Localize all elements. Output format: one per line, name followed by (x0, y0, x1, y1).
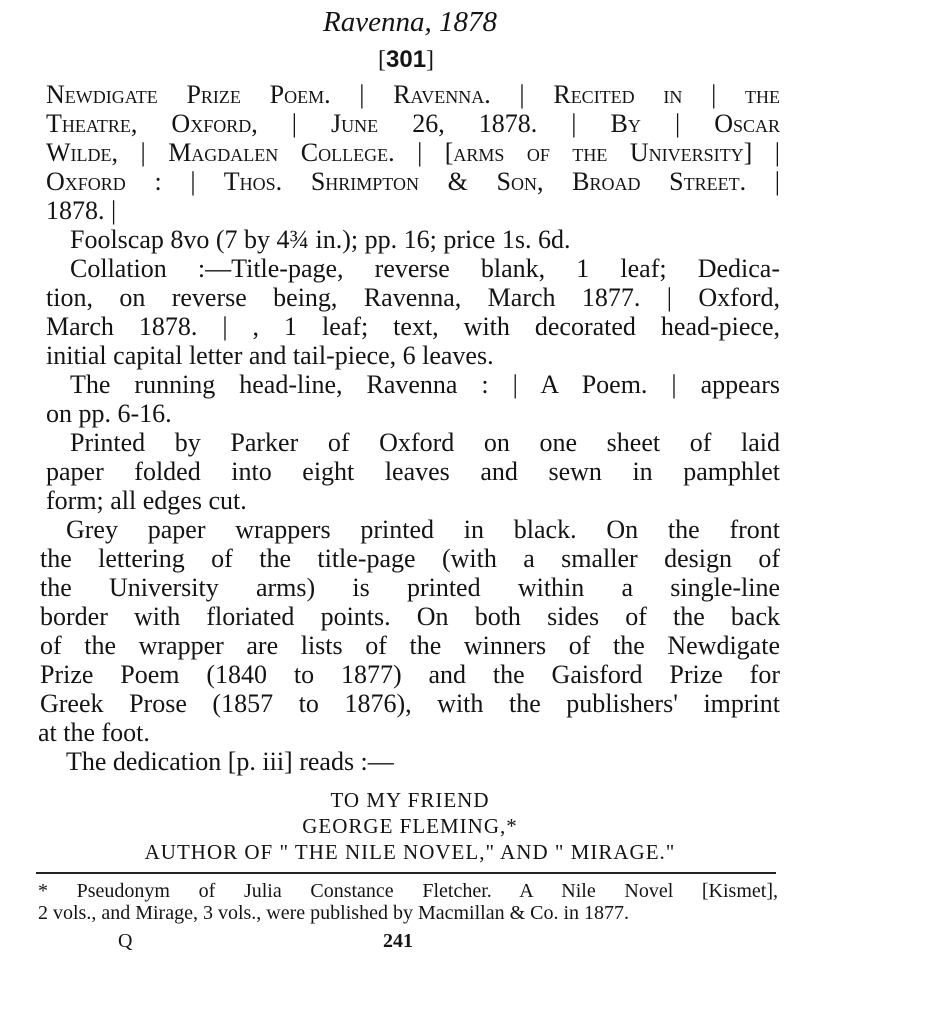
running-title: Ravenna, 1878 (323, 6, 497, 38)
collation-line: Collation :—Title-page, reverse blank, 1 leaf; Dedica- (70, 254, 780, 283)
body-line: Prize Poem (1840 to 1877) and the Gaisford Prize for (40, 660, 780, 689)
dedication-line: TO MY FRIEND (330, 788, 490, 812)
body-line: tion, on reverse being, Ravenna, March 1877. | Oxford, (46, 283, 780, 312)
entry-number: 301 (386, 46, 427, 73)
body-line: the University arms) is printed within a single-line (40, 573, 780, 602)
footnote-line: * Pseudonym of Julia Constance Fletcher. A Nile Novel [Kismet], (38, 880, 778, 902)
body-line: The dedication [p. iii] reads :— (66, 747, 394, 776)
body-line: form; all edges cut. (46, 486, 247, 515)
body-line: Grey paper wrappers printed in black. On the front (66, 515, 780, 544)
title-block-line: Oxford : | Thos. Shrimpton & Son, Broad Street. | (46, 167, 780, 196)
body-line: Greek Prose (1857 to 1876), with the publishers' imprint (40, 689, 780, 718)
body-line: initial capital letter and tail-piece, 6 leaves. (46, 341, 494, 370)
body-line: paper folded into eight leaves and sewn in pamphlet (46, 457, 780, 486)
signature-mark: Q (118, 930, 133, 952)
dedication-line: AUTHOR OF " THE NILE NOVEL," AND " MIRAGE." (144, 840, 676, 864)
body-line: The running head-line, Ravenna : | A Poem. | appears (70, 370, 780, 399)
title-block-line: Newdigate Prize Poem. | Ravenna. | Recited in | the (46, 80, 780, 109)
body-line: March 1878. | , 1 leaf; text, with decorated head-piece, (46, 312, 780, 341)
body-line: Printed by Parker of Oxford on one sheet of laid (70, 428, 780, 457)
format-line: Foolscap 8vo (7 by 4¾ in.); pp. 16; price 1s. 6d. (70, 225, 571, 254)
footnote-rule (36, 872, 776, 874)
title-block-line: 1878. | (46, 196, 117, 225)
body-line: of the wrapper are lists of the winners of the Newdigate (40, 631, 780, 660)
page-number: 241 (383, 930, 413, 952)
title-block-line: Theatre, Oxford, | June 26, 1878. | By | Oscar (46, 109, 780, 138)
footnote-line: 2 vols., and Mirage, 3 vols., were published by Macmillan & Co. in 1877. (38, 902, 630, 924)
body-line: the lettering of the title-page (with a smaller design of (40, 544, 780, 573)
dedication-line: GEORGE FLEMING,* (302, 814, 518, 838)
title-block-line: Wilde, | Magdalen College. | [arms of the University] | (46, 138, 780, 167)
body-line: at the foot. (38, 718, 150, 747)
body-line: border with floriated points. On both sides of the back (40, 602, 780, 631)
body-line: on pp. 6-16. (46, 399, 172, 428)
entry-number-box: [301] (378, 46, 435, 73)
